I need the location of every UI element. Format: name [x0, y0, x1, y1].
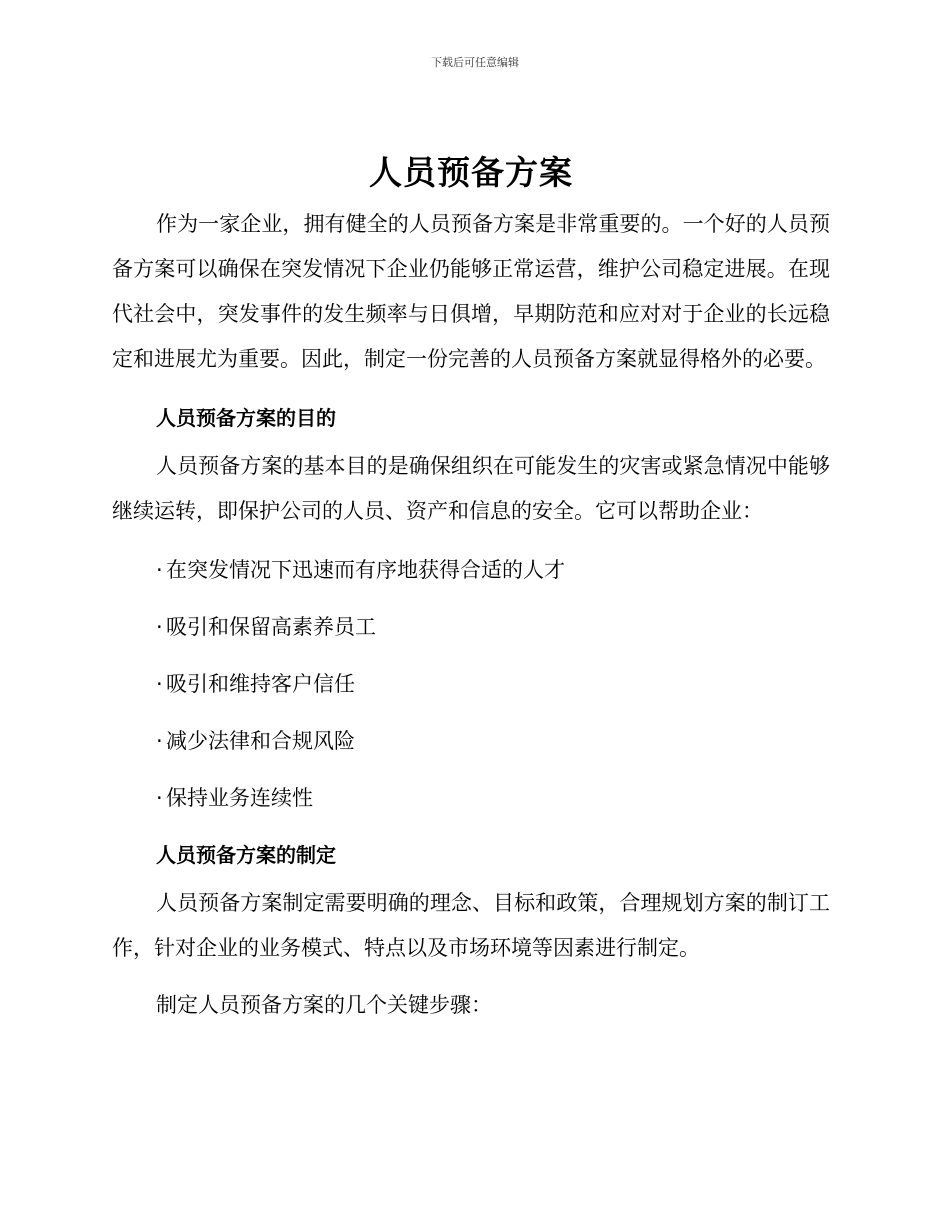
- bullet-dot-icon: ·: [156, 729, 163, 753]
- list-item: · 吸引和维持客户信任: [112, 666, 830, 702]
- document-title: 人员预备方案: [369, 153, 573, 192]
- steps-intro-paragraph: 制定人员预备方案的几个关键步骤：: [156, 993, 492, 1017]
- document-body: [112, 150, 830, 1028]
- list-item: · 减少法律和合规风险: [112, 723, 830, 759]
- section-heading-purpose: 人员预备方案的目的: [156, 406, 336, 430]
- list-item: · 保持业务连续性: [112, 780, 830, 816]
- bullet-dot-icon: ·: [156, 672, 163, 696]
- bullet-dot-icon: ·: [156, 558, 163, 582]
- purpose-bullet-list: [112, 552, 830, 816]
- list-item: · 吸引和保留高素养员工: [112, 609, 830, 645]
- page-header-note: 下载后可任意编辑: [431, 56, 519, 69]
- section-heading-formulation: 人员预备方案的制定: [156, 843, 336, 867]
- intro-paragraph: 作为一家企业，拥有健全的人员预备方案是非常重要的。一个好的人员预备方案可以确保在突发情况下企业仍能够正常运营，维护公司稳定进展。在现代社会中，突发事件的发生频率与日俱增，早期防范和应对对于企业的长远稳定和进展尤为重要。因此，制定一份完善的人员预备方案就显得格外的必要。: [112, 212, 830, 371]
- bullet-dot-icon: ·: [156, 786, 163, 810]
- bullet-dot-icon: ·: [156, 615, 163, 639]
- purpose-paragraph: 人员预备方案的基本目的是确保组织在可能发生的灾害或紧急情况中能够继续运转，即保护公司的人员、资产和信息的安全。它可以帮助企业：: [112, 454, 830, 523]
- formulation-paragraph: 人员预备方案制定需要明确的理念、目标和政策，合理规划方案的制订工作，针对企业的业务模式、特点以及市场环境等因素进行制定。: [112, 891, 830, 960]
- list-item: · 在突发情况下迅速而有序地获得合适的人才: [112, 552, 830, 588]
